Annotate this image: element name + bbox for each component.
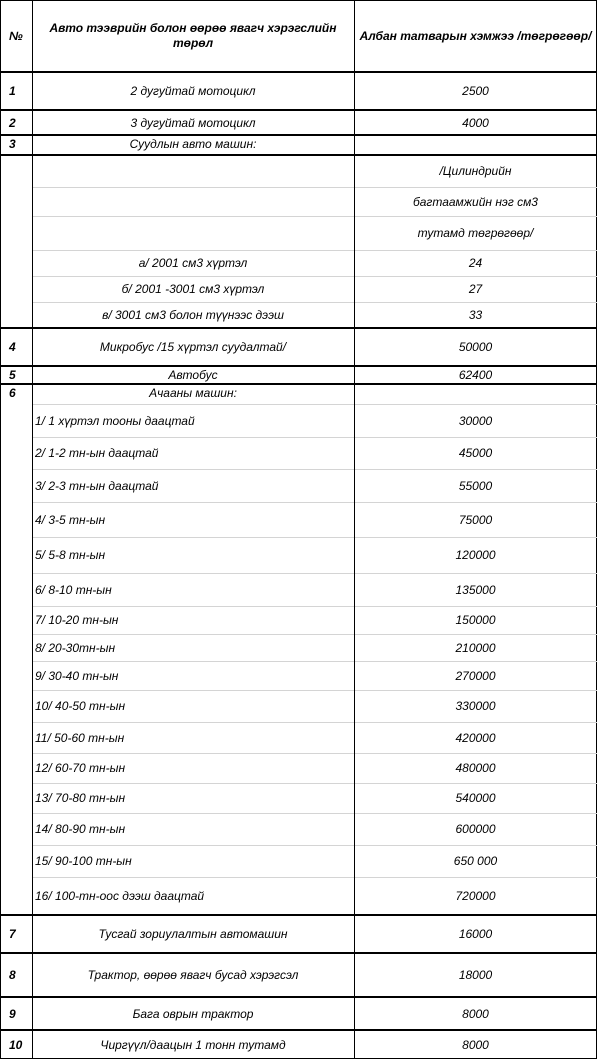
row-number bbox=[0, 606, 32, 634]
row-vehicle-type: Трактор, өөрөө явагч бусад хэрэгсэл bbox=[87, 968, 299, 982]
row-number bbox=[0, 437, 32, 469]
row-divider-light bbox=[32, 216, 597, 217]
row-divider-light bbox=[32, 753, 597, 754]
row-vehicle-type: Суудлын авто машин: bbox=[129, 137, 257, 151]
row-divider-light bbox=[32, 877, 597, 878]
row-vehicle-type: 15/ 90-100 тн-ын bbox=[35, 854, 132, 868]
header-divider bbox=[0, 71, 597, 73]
row-tax-value: 8000 bbox=[462, 1006, 489, 1021]
row-tax-value: 540000 bbox=[455, 791, 496, 805]
row-number: 4 bbox=[9, 340, 16, 354]
header-number: № bbox=[9, 29, 23, 43]
row-vehicle-type: 10/ 40-50 тн-ын bbox=[35, 699, 126, 713]
header-tax-amount: Албан татварын хэмжээ /төгрөгөөр/ bbox=[359, 29, 592, 43]
row-tax-value: 150000 bbox=[455, 613, 496, 627]
row-tax-value: 330000 bbox=[455, 699, 496, 713]
row-number bbox=[0, 783, 32, 813]
row-tax-value: 18000 bbox=[458, 968, 493, 982]
row-tax-value: 55000 bbox=[458, 478, 493, 493]
row-tax-value: 30000 bbox=[458, 413, 493, 428]
row-number bbox=[0, 302, 32, 328]
row-divider-light bbox=[32, 276, 597, 277]
row-number: 2 bbox=[9, 115, 16, 130]
row-number bbox=[0, 690, 32, 722]
row-vehicle-type: Чиргүүл/даацын 1 тонн тутамд bbox=[100, 1037, 286, 1052]
row-tax-value: 27 bbox=[468, 282, 483, 296]
row-number: 1 bbox=[9, 84, 16, 98]
row-number bbox=[0, 276, 32, 302]
row-divider-light bbox=[32, 661, 597, 662]
row-tax-value: 33 bbox=[468, 308, 483, 322]
row-number bbox=[0, 469, 32, 502]
row-vehicle-type bbox=[32, 187, 354, 216]
row-number bbox=[0, 216, 32, 250]
row-divider-light bbox=[32, 502, 597, 503]
row-tax-value: 650 000 bbox=[453, 854, 498, 868]
row-vehicle-type: 5/ 5-8 тн-ын bbox=[35, 548, 106, 562]
row-tax-value: тутамд төгрөгөөр/ bbox=[417, 226, 534, 240]
row-number: 9 bbox=[9, 1006, 16, 1021]
row-vehicle-type: в/ 3001 см3 болон түүнээс дээш bbox=[102, 308, 284, 322]
row-divider-light bbox=[32, 783, 597, 784]
row-vehicle-type: 8/ 20-30тн-ын bbox=[35, 640, 116, 655]
row-divider bbox=[0, 154, 597, 156]
row-number bbox=[0, 845, 32, 877]
row-number bbox=[0, 753, 32, 783]
row-divider-light bbox=[32, 845, 597, 846]
row-tax-value: 4000 bbox=[462, 115, 489, 130]
row-number bbox=[0, 155, 32, 187]
row-number: 10 bbox=[9, 1037, 23, 1052]
row-number bbox=[0, 573, 32, 606]
row-number bbox=[0, 813, 32, 845]
row-vehicle-type: 9/ 30-40 тн-ын bbox=[35, 668, 119, 683]
row-divider-light bbox=[32, 634, 597, 635]
row-number bbox=[0, 661, 32, 690]
row-tax-value: багтаамжийн нэг см3 bbox=[413, 194, 538, 209]
row-vehicle-type: 4/ 3-5 тн-ын bbox=[35, 512, 106, 527]
row-vehicle-type: 1/ 1 хүртэл тооны даацтай bbox=[35, 413, 195, 428]
row-vehicle-type: 16/ 100-тн-оос дээш даацтай bbox=[35, 889, 205, 903]
row-divider-light bbox=[32, 573, 597, 574]
row-divider-light bbox=[32, 187, 597, 188]
row-tax-value: 24 bbox=[468, 256, 483, 270]
row-number bbox=[0, 187, 32, 216]
row-divider-light bbox=[32, 606, 597, 607]
row-tax-value: 45000 bbox=[458, 446, 493, 460]
row-tax-value: 50000 bbox=[458, 340, 493, 354]
row-tax-value: 420000 bbox=[455, 730, 496, 745]
row-divider-light bbox=[32, 690, 597, 691]
row-number bbox=[0, 250, 32, 276]
row-number bbox=[0, 722, 32, 753]
row-vehicle-type: б/ 2001 -3001 см3 хүртэл bbox=[121, 282, 265, 296]
row-divider bbox=[0, 383, 597, 385]
row-tax-value bbox=[354, 135, 597, 155]
row-number: 5 bbox=[9, 368, 16, 382]
table-border-left bbox=[0, 0, 1, 1059]
row-tax-value: 120000 bbox=[455, 548, 496, 562]
table-border-top bbox=[0, 0, 597, 1]
row-tax-value: 210000 bbox=[455, 640, 496, 655]
row-number bbox=[0, 537, 32, 573]
row-tax-value: /Цилиндрийн bbox=[439, 164, 512, 178]
row-vehicle-type: Ачааны машин: bbox=[149, 386, 237, 400]
row-tax-value: 600000 bbox=[455, 822, 496, 836]
row-vehicle-type: 7/ 10-20 тн-ын bbox=[35, 613, 119, 627]
row-tax-value: 135000 bbox=[455, 582, 496, 597]
row-divider bbox=[0, 1029, 597, 1031]
row-vehicle-type: 6/ 8-10 тн-ын bbox=[35, 582, 112, 597]
row-number bbox=[0, 502, 32, 537]
row-tax-value: 62400 bbox=[458, 368, 493, 382]
row-vehicle-type: 13/ 70-80 тн-ын bbox=[35, 791, 126, 805]
row-number bbox=[0, 877, 32, 915]
row-divider-light bbox=[32, 469, 597, 470]
row-divider bbox=[0, 952, 597, 954]
row-vehicle-type: 14/ 80-90 тн-ын bbox=[35, 822, 126, 836]
row-divider-light bbox=[32, 537, 597, 538]
row-number: 8 bbox=[9, 968, 16, 982]
row-vehicle-type bbox=[32, 155, 354, 187]
column-divider-1 bbox=[32, 0, 33, 1059]
row-tax-value: 8000 bbox=[462, 1037, 489, 1052]
row-divider bbox=[0, 327, 597, 329]
column-divider-2 bbox=[354, 0, 355, 1059]
row-number bbox=[0, 404, 32, 437]
row-vehicle-type: 3/ 2-3 тн-ын даацтай bbox=[35, 478, 159, 493]
row-divider-light bbox=[32, 250, 597, 251]
row-divider-light bbox=[32, 302, 597, 303]
row-tax-value bbox=[354, 384, 597, 404]
row-tax-value: 2500 bbox=[462, 84, 489, 98]
row-tax-value: 480000 bbox=[455, 761, 496, 775]
row-tax-value: 16000 bbox=[458, 927, 493, 941]
row-number: 6 bbox=[9, 386, 16, 400]
row-vehicle-type: Микробус /15 хүртэл суудалтай/ bbox=[99, 340, 287, 354]
row-number bbox=[0, 634, 32, 661]
row-number: 7 bbox=[9, 927, 16, 941]
row-vehicle-type: 12/ 60-70 тн-ын bbox=[35, 761, 126, 775]
row-vehicle-type: 11/ 50-60 тн-ын bbox=[35, 730, 125, 745]
row-vehicle-type: 2 дугуйтай мотоцикл bbox=[130, 84, 256, 98]
row-divider bbox=[0, 134, 597, 136]
row-vehicle-type: 2/ 1-2 тн-ын даацтай bbox=[35, 446, 159, 460]
row-vehicle-type: Тусгай зориулалтын автомашин bbox=[98, 927, 288, 941]
row-divider-light bbox=[32, 722, 597, 723]
row-divider bbox=[0, 109, 597, 111]
row-vehicle-type: 3 дугуйтай мотоцикл bbox=[130, 115, 256, 130]
row-tax-value: 75000 bbox=[458, 512, 493, 527]
row-tax-value: 720000 bbox=[455, 889, 496, 903]
row-divider-light bbox=[32, 404, 597, 405]
row-vehicle-type: Автобус bbox=[168, 368, 218, 382]
row-vehicle-type bbox=[32, 216, 354, 250]
row-divider bbox=[0, 365, 597, 367]
row-divider-light bbox=[32, 437, 597, 438]
row-tax-value: 270000 bbox=[455, 668, 496, 683]
row-divider-light bbox=[32, 813, 597, 814]
row-vehicle-type: Бага оврын трактор bbox=[132, 1006, 254, 1021]
row-divider bbox=[0, 914, 597, 916]
row-number: 3 bbox=[9, 137, 16, 151]
row-divider bbox=[0, 996, 597, 998]
row-vehicle-type: а/ 2001 см3 хүртэл bbox=[138, 256, 248, 270]
header-vehicle-type: Авто тээврийн болон өөрөө явагч хэрэгслийн төрөл bbox=[49, 21, 337, 50]
